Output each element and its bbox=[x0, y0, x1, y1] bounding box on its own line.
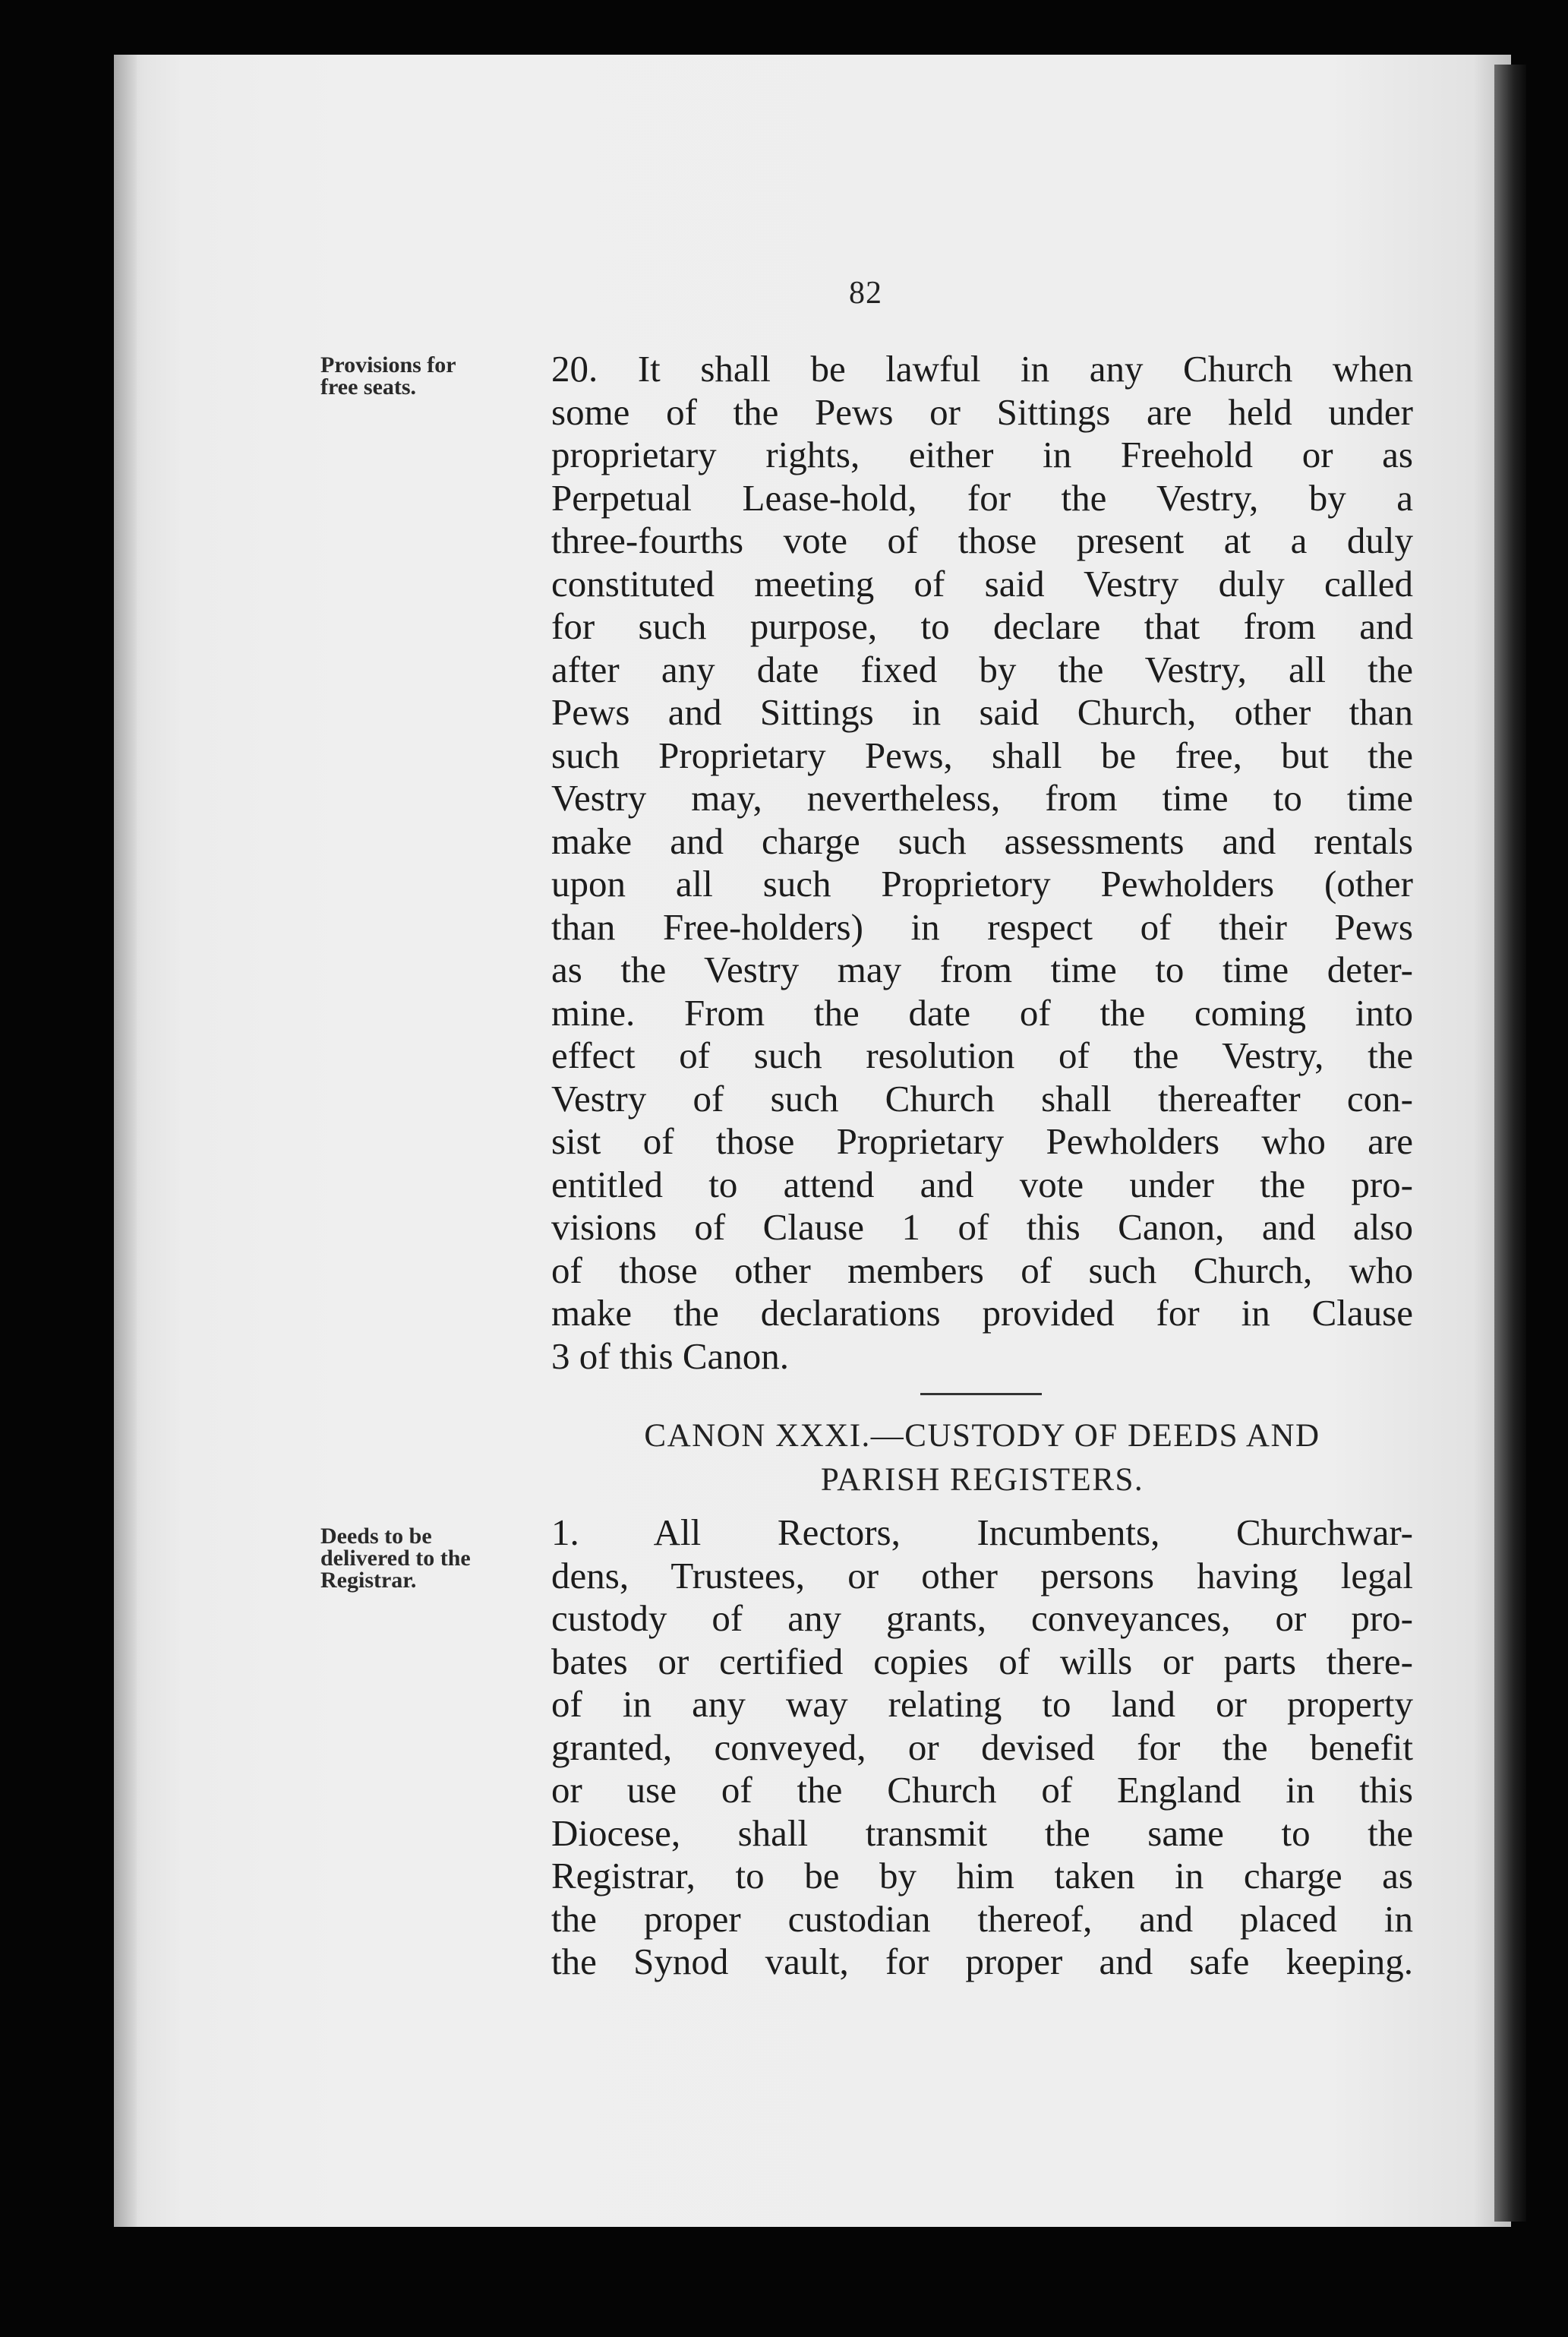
text-line: 3 of this Canon. bbox=[551, 1334, 790, 1377]
text-line: 20. It shall be lawful in any Church when bbox=[551, 348, 1413, 390]
text-line: of those other members of such Church, who bbox=[551, 1249, 1413, 1291]
text-line: than Free-holders) in respect of their Pews bbox=[551, 905, 1413, 948]
text-line: three-fourths vote of those present at a duly bbox=[551, 520, 1413, 561]
text-line: some of the Pews or Sittings are held under bbox=[551, 390, 1413, 433]
text-line: Perpetual Lease-hold, for the Vestry, by a bbox=[551, 476, 1413, 519]
page-right-edge bbox=[1494, 65, 1526, 2222]
text-line: of in any way relating to land or property bbox=[551, 1683, 1413, 1725]
text-line: Pews and Sittings in said Church, other than bbox=[551, 691, 1413, 733]
text-line: 1. All Rectors, Incumbents, Churchwar- bbox=[551, 1511, 1413, 1553]
text-line: such Proprietary Pews, shall be free, but the bbox=[551, 734, 1413, 776]
text-line: custody of any grants, conveyances, or pro- bbox=[551, 1597, 1413, 1639]
text-line: effect of such resolution of the Vestry, the bbox=[551, 1034, 1413, 1076]
text-line: Diocese, shall transmit the same to the bbox=[551, 1811, 1413, 1854]
text-line: Registrar, to be by him taken in charge as bbox=[551, 1855, 1413, 1896]
canon-heading-line: CANON XXXI.—CUSTODY OF DEEDS AND bbox=[644, 1418, 1320, 1454]
text-line: make and charge such assessments and rentals bbox=[551, 820, 1413, 862]
text-line: make the declarations provided for in Clause bbox=[551, 1292, 1413, 1334]
canon-heading bbox=[551, 1414, 1413, 1502]
page-gutter-shadow bbox=[114, 55, 137, 2227]
sidenote-line: Registrar. bbox=[320, 1568, 417, 1593]
text-line: entitled to attend and vote under the pro- bbox=[551, 1163, 1413, 1205]
text-line: bates or certified copies of wills or parts there- bbox=[551, 1640, 1413, 1682]
sidenote-line: Deeds to be bbox=[320, 1524, 432, 1549]
text-line: the Synod vault, for proper and safe keeping. bbox=[551, 1941, 1413, 1982]
canon-heading-line: PARISH REGISTERS. bbox=[820, 1462, 1144, 1498]
section-20-paragraph bbox=[551, 348, 1413, 1378]
text-line: mine. From the date of the coming into bbox=[551, 991, 1413, 1034]
sidenote-line: Provisions for bbox=[320, 352, 456, 377]
sidenote-line: free seats. bbox=[320, 374, 417, 400]
text-line: as the Vestry may from time to time deter- bbox=[551, 949, 1413, 990]
text-line: granted, conveyed, or devised for the benefit bbox=[551, 1726, 1413, 1768]
text-line: Vestry may, nevertheless, from time to time bbox=[551, 777, 1413, 819]
text-line: upon all such Proprietory Pewholders (other bbox=[551, 863, 1413, 905]
text-line: dens, Trustees, or other persons having legal bbox=[551, 1554, 1413, 1596]
section-1-paragraph bbox=[551, 1511, 1413, 1984]
text-line: proprietary rights, either in Freehold or as bbox=[551, 434, 1413, 475]
text-line: Vestry of such Church shall thereafter con- bbox=[551, 1077, 1413, 1120]
text-line: or use of the Church of England in this bbox=[551, 1769, 1413, 1811]
sidenote-line: delivered to the bbox=[320, 1546, 471, 1571]
text-line: the proper custodian thereof, and placed in bbox=[551, 1897, 1413, 1940]
sidenote-provisions-free-seats bbox=[320, 354, 456, 398]
text-line: after any date fixed by the Vestry, all the bbox=[551, 648, 1413, 690]
text-line: visions of Clause 1 of this Canon, and also bbox=[551, 1206, 1413, 1248]
text-line: constituted meeting of said Vestry duly called bbox=[551, 562, 1413, 605]
page-number: 82 bbox=[849, 276, 882, 311]
section-divider-rule bbox=[920, 1393, 1042, 1395]
text-line: sist of those Proprietary Pewholders who are bbox=[551, 1120, 1413, 1162]
text-line: for such purpose, to declare that from and bbox=[551, 605, 1413, 647]
sidenote-deeds-delivered bbox=[320, 1525, 471, 1591]
